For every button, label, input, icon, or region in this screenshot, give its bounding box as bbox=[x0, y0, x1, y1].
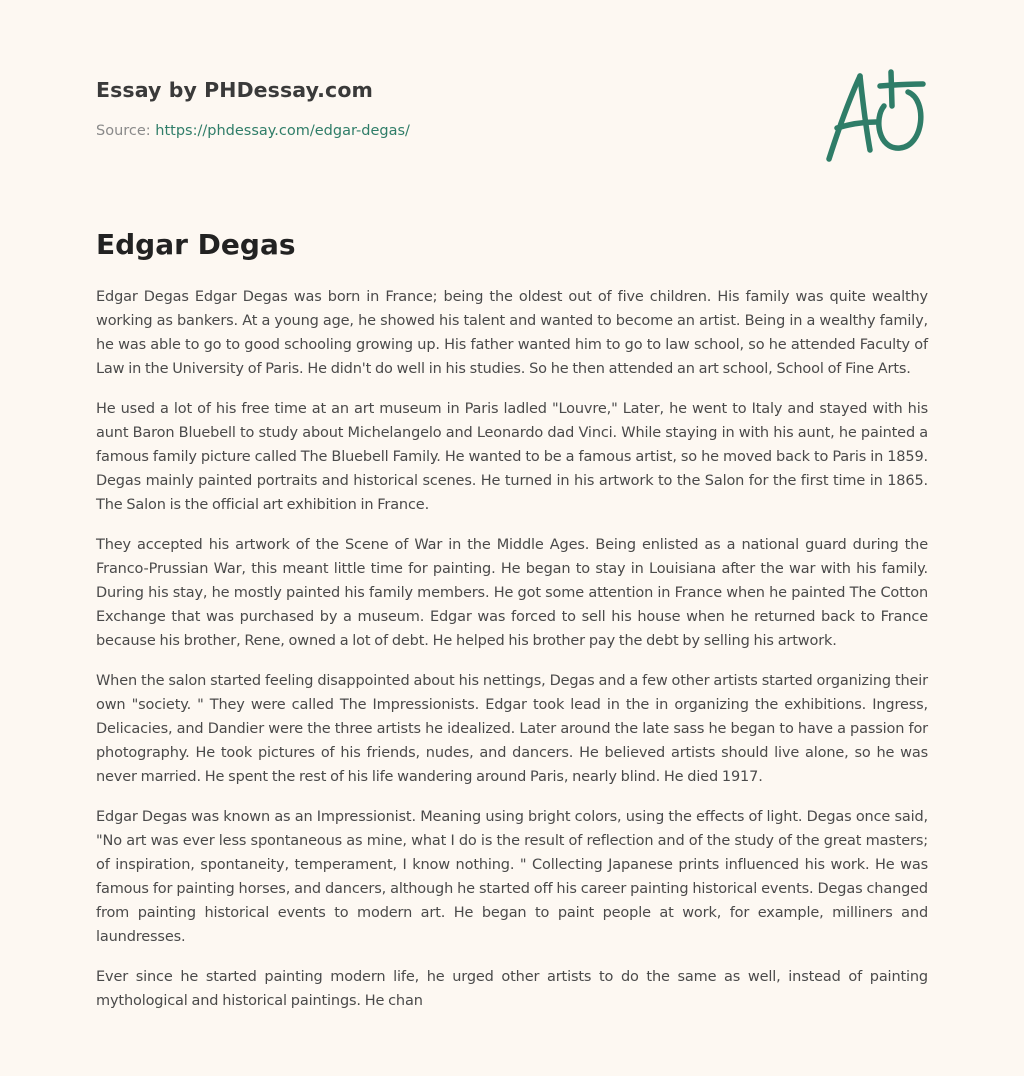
paragraph: Ever since he started painting modern life, he urged other artists to do the same as well, instead of painting mythological and historical paintings. He chan bbox=[96, 969, 928, 1009]
page-header bbox=[96, 76, 696, 141]
paragraph: He used a lot of his free time at an art museum in Paris ladled "Louvre," Later, he went to Italy and stayed with his aunt Baron Bluebell to study about Michelangelo and Leonardo dad Vinci. While staying in with his aunt, he painted a famous family picture called The Bluebell Family. He wanted to be a famous artist, so he moved back to Paris in 1859. Degas mainly painted portraits and historical scenes. He turned in his artwork to the Salon for the first time in 1865. The Salon is the official art exhibition in France. bbox=[96, 401, 928, 513]
source-label: Source: bbox=[96, 123, 156, 139]
site-title: Essay by PHDessay.com bbox=[96, 78, 373, 102]
document-body bbox=[96, 285, 928, 1029]
source-link[interactable]: https://phdessay.com/edgar-degas/ bbox=[155, 123, 410, 139]
paragraph: Edgar Degas Edgar Degas was born in France; being the oldest out of five children. His family was quite wealthy working as bankers. At a young age, he showed his talent and wanted to become an artist. Being in a wealthy family, he was able to go to good schooling growing up. His father wanted him to go to law school, so he attended Faculty of Law in the University of Paris. He didn't do well in his studies. So he then attended an art school, School of Fine Arts. bbox=[96, 289, 928, 377]
source-line bbox=[96, 121, 696, 141]
paragraph: When the salon started feeling disappointed about his nettings, Degas and a few other artists started organizing their own "society. " They were called The Impressionists. Edgar took lead in the in organizing the exhibitions. Ingress, Delicacies, and Dandier were the three artists he idealized. Later around the late sass he began to have a passion for photography. He took pictures of his friends, nudes, and dancers. He believed artists should live alone, so he was never married. He spent the rest of his life wandering around Paris, nearly blind. He died 1917. bbox=[96, 673, 928, 785]
a-plus-grade-icon bbox=[820, 66, 930, 166]
paragraph: Edgar Degas was known as an Impressionist. Meaning using bright colors, using the effects of light. Degas once said, "No art was ever less spontaneous as mine, what I do is the result of reflection and of the study of the great masters; of inspiration, spontaneity, temperament, I know nothing. " Collecting Japanese prints influenced his work. He was famous for painting horses, and dancers, although he started off his career painting historical events. Degas changed from painting historical events to modern art. He began to paint people at work, for example, milliners and laundresses. bbox=[96, 809, 928, 945]
document-title: Edgar Degas bbox=[96, 228, 296, 261]
paragraph: They accepted his artwork of the Scene of War in the Middle Ages. Being enlisted as a national guard during the Franco-Prussian War, this meant little time for painting. He began to stay in Louisiana after the war with his family. During his stay, he mostly painted his family members. He got some attention in France when he painted The Cotton Exchange that was purchased by a museum. Edgar was forced to sell his house when he returned back to France because his brother, Rene, owned a lot of debt. He helped his brother pay the debt by selling his artwork. bbox=[96, 537, 928, 649]
